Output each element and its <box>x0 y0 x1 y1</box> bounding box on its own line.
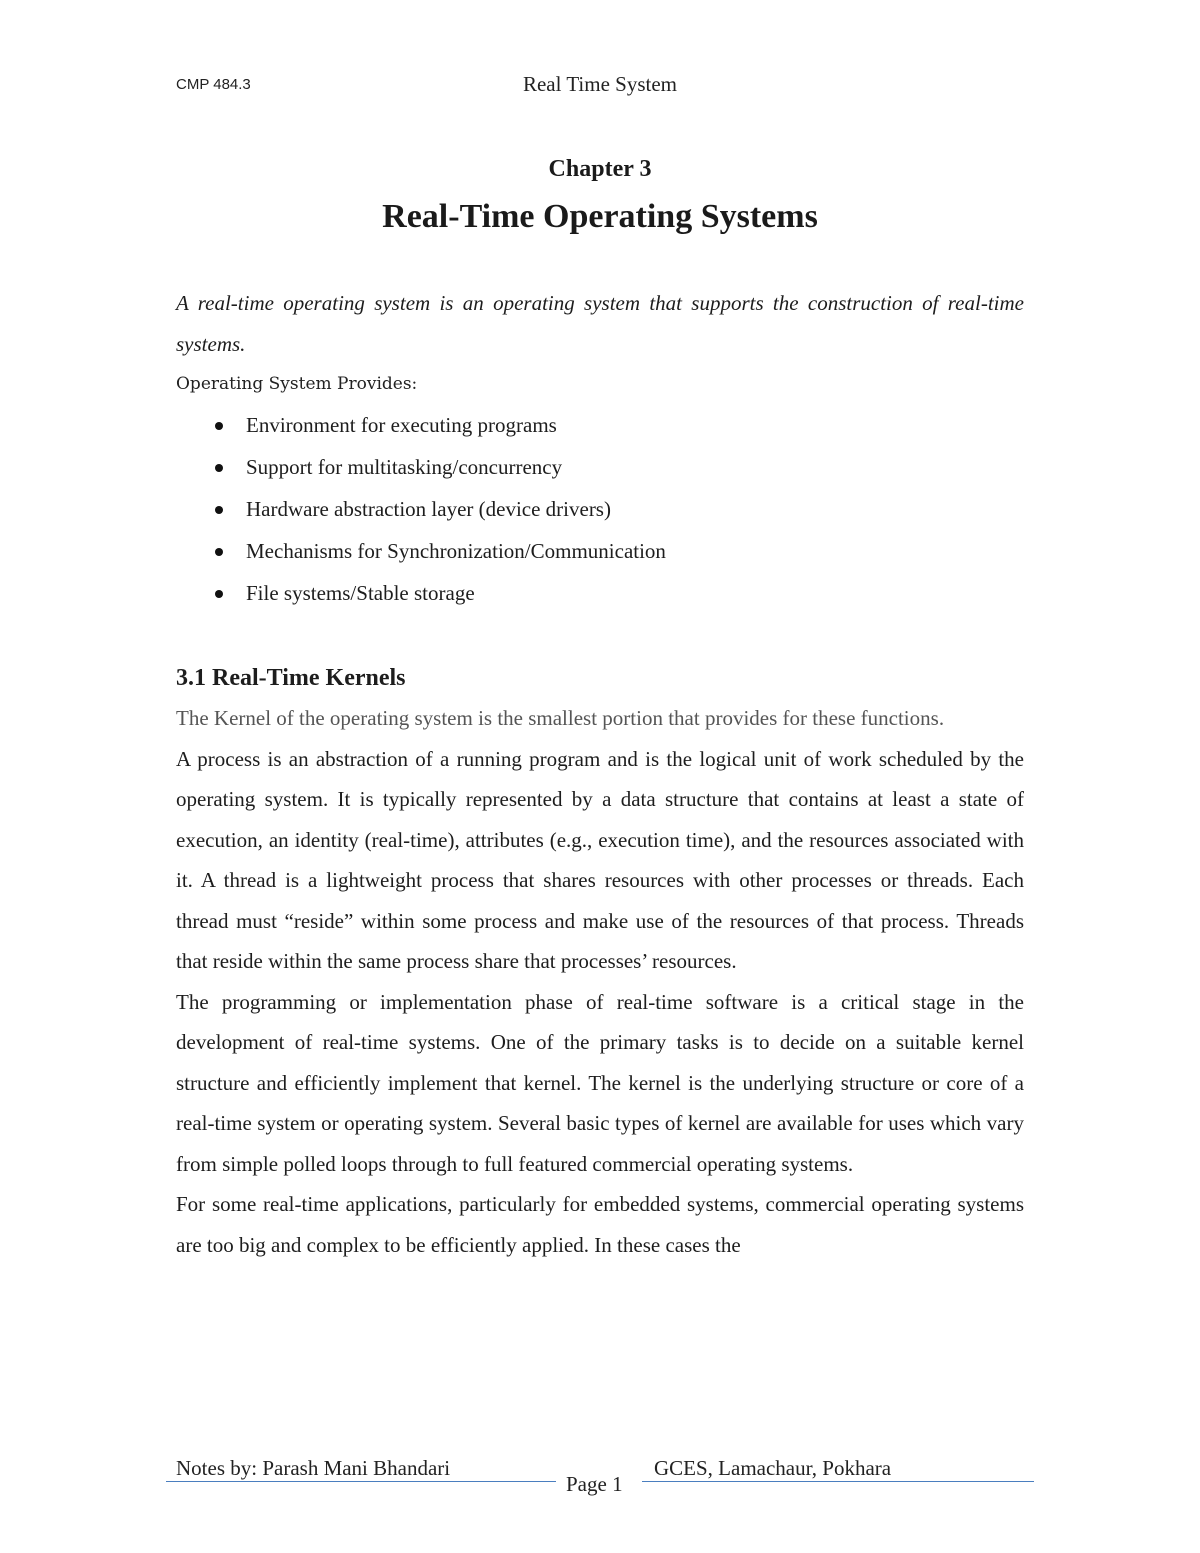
footer-divider-right <box>642 1481 1034 1482</box>
course-name: Real Time System <box>522 72 678 96</box>
footer-institution: GCES, Lamachaur, Pokhara <box>654 1456 892 1480</box>
kernel-definition: The Kernel of the operating system is the smallest portion that provides for these functions. <box>176 706 945 730</box>
bullet-icon <box>215 506 223 514</box>
list-item <box>176 404 1024 446</box>
list-item <box>176 572 1024 614</box>
list-item-text: Mechanisms for Synchronization/Communication <box>246 539 666 563</box>
provides-list <box>176 404 1024 614</box>
paragraph-implementation: The programming or implementation phase of real-time software is a critical stage in the development of real-time systems. One of the primary tasks is to decide on a suitable kernel structure and efficiently implement that kernel. The kernel is the underlying structure or core of a real-time system or operating system. Several basic types of kernel are available for uses which vary from simple polled loops through to full featured commercial operating systems. <box>176 989 1024 1176</box>
intro-definition: A real-time operating system is an operating system that supports the construction of real-time systems. <box>176 291 1024 356</box>
page-content <box>176 283 1024 1265</box>
provides-label: Operating System Provides: <box>176 374 418 394</box>
paragraph-embedded: For some real-time applications, particularly for embedded systems, commercial operating systems are too big and complex to be efficiently applied. In these cases the <box>176 1192 1024 1257</box>
section-heading: 3.1 Real-Time Kernels <box>176 665 406 691</box>
list-item <box>176 530 1024 572</box>
footer-author: Notes by: Parash Mani Bhandari <box>176 1456 451 1480</box>
paragraph-process: A process is an abstraction of a running program and is the logical unit of work scheduled by the operating system. It is typically represented by a data structure that contains at least a state of execution, an identity (real-time), attributes (e.g., execution time), and the resources associated with it. A thread is a lightweight process that shares resources with other processes or threads. Each thread must “reside” within some process and make use of the resources of that process. Threads that reside within the same process share that processes’ resources. <box>176 746 1024 973</box>
bullet-icon <box>215 422 223 430</box>
list-item-text: Environment for executing programs <box>246 413 557 437</box>
list-item-text: Support for multitasking/concurrency <box>246 455 563 479</box>
chapter-title: Real-Time Operating Systems <box>382 198 818 235</box>
bullet-icon <box>215 464 223 472</box>
footer-divider-left <box>166 1481 556 1482</box>
list-item <box>176 488 1024 530</box>
bullet-icon <box>215 590 223 598</box>
page-number: Page 1 <box>566 1472 623 1496</box>
chapter-label: Chapter 3 <box>548 156 652 182</box>
list-item <box>176 446 1024 488</box>
list-item-text: Hardware abstraction layer (device drivers) <box>246 497 611 521</box>
bullet-icon <box>215 548 223 556</box>
course-code: CMP 484.3 <box>176 76 251 93</box>
list-item-text: File systems/Stable storage <box>246 581 475 605</box>
